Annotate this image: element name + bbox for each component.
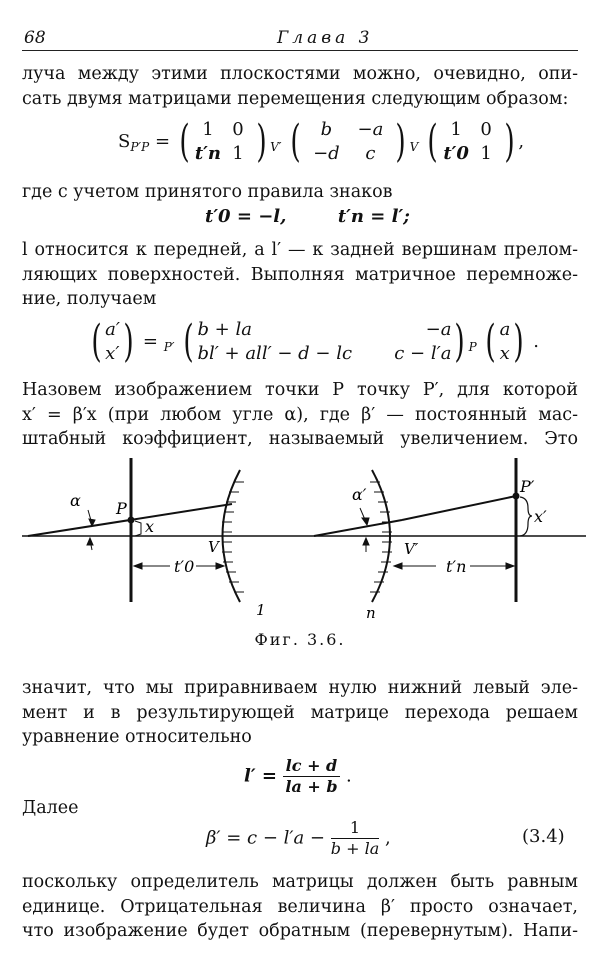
eq2-part-1: t′0 = −l, <box>205 206 287 227</box>
vector-cell: x <box>499 343 510 364</box>
text-line: l относится к передней, а l′ — к задней вершинам прелом- <box>22 240 578 260</box>
page-number: 68 <box>24 28 46 48</box>
eq2-part-2: t′n = l′; <box>337 206 410 227</box>
eq1-lhs: S <box>118 131 131 152</box>
label-P-prime: P′ <box>520 477 535 496</box>
eq4-numerator: lc + d <box>283 756 341 777</box>
eq5-numerator: 1 <box>331 818 379 839</box>
equation-5 <box>206 818 391 859</box>
matrix-cell: b <box>320 119 333 140</box>
eq3-lhs-sub: P′ <box>163 340 175 354</box>
label-x-prime: x′ <box>534 507 547 526</box>
paragraph-3 <box>22 238 578 312</box>
eq3-tail: . <box>533 331 539 352</box>
eq4-denominator: la + b <box>285 777 338 796</box>
x-brace-2 <box>520 497 532 536</box>
equation-1: $S_{P'P}$ = ( 1 0 t′n 1 ) $_{V'}$ ( b −a −d c ) $_V$ ( 1 0 t′0 1 ) , <box>118 116 525 167</box>
text-line: сать двумя матрицами перемещения следующим образом: <box>22 88 569 109</box>
lens-2-hatching <box>370 482 392 592</box>
eq4-tail: . <box>345 765 352 787</box>
text-line: луча между этими плоскостями можно, очевидно, опи- <box>22 64 578 84</box>
figure-caption: Фиг. 3.6. <box>254 630 346 649</box>
label-tn: t′n <box>446 557 467 576</box>
text-line: где с учетом принятого правила знаков <box>22 182 393 202</box>
label-P: P <box>116 499 127 518</box>
eq1-matrix-2 <box>304 118 392 166</box>
vector-cell: a′ <box>105 319 120 340</box>
paragraph-5 <box>22 676 578 750</box>
text-line: единице. Отрицательная величина β′ просто означает, <box>22 896 578 917</box>
eq3-matrix <box>197 318 451 366</box>
matrix-cell: 1 <box>480 143 492 164</box>
eq5-lhs: β′ = c − l′a − <box>206 827 326 849</box>
equation-3: ( a′ x′ ) = $_{P'}$ ( b + la −a bl′ + all′ − d − lc c − l′a ) $_P$ ( a x ) . <box>91 316 539 367</box>
matrix-cell: 1 <box>450 119 462 140</box>
angle-arrows <box>87 508 369 552</box>
text-line: ние, получаем <box>22 289 157 309</box>
chapter-title: Глава 3 <box>277 28 374 48</box>
label-alpha: α <box>70 491 81 510</box>
matrix-cell: c − l′a <box>394 343 452 364</box>
equation-2 <box>205 206 410 227</box>
text-line: Далее <box>22 798 79 818</box>
label-t0: t′0 <box>174 557 195 576</box>
point-P <box>128 517 135 524</box>
matrix-cell: 0 <box>480 119 492 140</box>
text-line: мент и в результирующей матрице перехода решаем <box>22 702 578 723</box>
eq1-tail: , <box>518 131 525 152</box>
text-line: Назовем изображением точки P точку P′, для которой <box>22 380 578 400</box>
label-lens-n: n <box>366 604 376 622</box>
x-brace-1 <box>135 521 141 536</box>
matrix-cell: t′0 <box>443 143 469 164</box>
text-line: x′ = β′x (при любом угле α), где β′ — постоянный мас- <box>22 404 578 425</box>
matrix-cell: t′n <box>194 143 222 164</box>
label-alpha-prime: α′ <box>352 485 367 504</box>
paragraph-2 <box>22 180 578 205</box>
eq3-lhs-vector <box>105 318 120 366</box>
paragraph-4 <box>22 378 578 452</box>
eq5-tail: , <box>384 827 391 849</box>
text-line: что изображение будет обратным (перевернутым). Напи- <box>22 921 578 941</box>
paragraph-7 <box>22 870 578 944</box>
text-line: штабный коэффициент, называемый увеличением. Это <box>22 429 578 449</box>
matrix-cell: −a <box>425 319 452 340</box>
eq4-lhs: l′ = <box>244 765 277 787</box>
label-x: x <box>145 517 155 536</box>
figure-3-6 <box>0 450 600 630</box>
eq1-matrix-1 <box>193 118 253 166</box>
eq3-m-sub: P <box>468 340 477 354</box>
matrix-cell: bl′ + all′ − d − lc <box>197 343 353 364</box>
eq1-matrix-3 <box>441 118 501 166</box>
eq5-denominator: b + la <box>330 839 380 858</box>
paragraph-6 <box>22 796 578 821</box>
text-line: поскольку определитель матрицы должен быть равным <box>22 872 578 892</box>
vector-cell: x′ <box>105 343 120 364</box>
eq1-lhs-sub: P′P <box>130 140 150 154</box>
eq1-m1-sub: V′ <box>270 140 282 154</box>
point-P-prime <box>513 493 520 500</box>
matrix-cell: 0 <box>232 119 244 140</box>
matrix-cell: b + la <box>197 319 252 340</box>
matrix-cell: 1 <box>232 143 244 164</box>
equation-number: (3.4) <box>522 826 565 847</box>
text-line: значит, что мы приравниваем нулю нижний левый эле- <box>22 678 578 698</box>
ray-3 <box>402 496 516 520</box>
text-line: ляющих поверхностей. Выполняя матричное перемноже- <box>22 264 578 285</box>
lens-1-hatching <box>222 482 244 592</box>
paragraph-1 <box>22 62 578 111</box>
text-line: уравнение относительно <box>22 727 252 747</box>
eq4-fraction <box>283 756 341 797</box>
label-V: V <box>208 538 219 556</box>
eq5-fraction <box>331 818 379 859</box>
label-lens-1: 1 <box>256 601 266 619</box>
eq1-m2-sub: V <box>409 140 419 154</box>
page-header <box>22 26 578 51</box>
label-V-prime: V′ <box>404 540 419 558</box>
matrix-cell: −d <box>313 143 340 164</box>
matrix-cell: −a <box>357 119 384 140</box>
eq3-rhs-vector <box>500 318 511 366</box>
equation-4 <box>244 756 352 797</box>
matrix-cell: 1 <box>202 119 214 140</box>
matrix-cell: c <box>365 143 376 164</box>
vector-cell: a <box>499 319 511 340</box>
